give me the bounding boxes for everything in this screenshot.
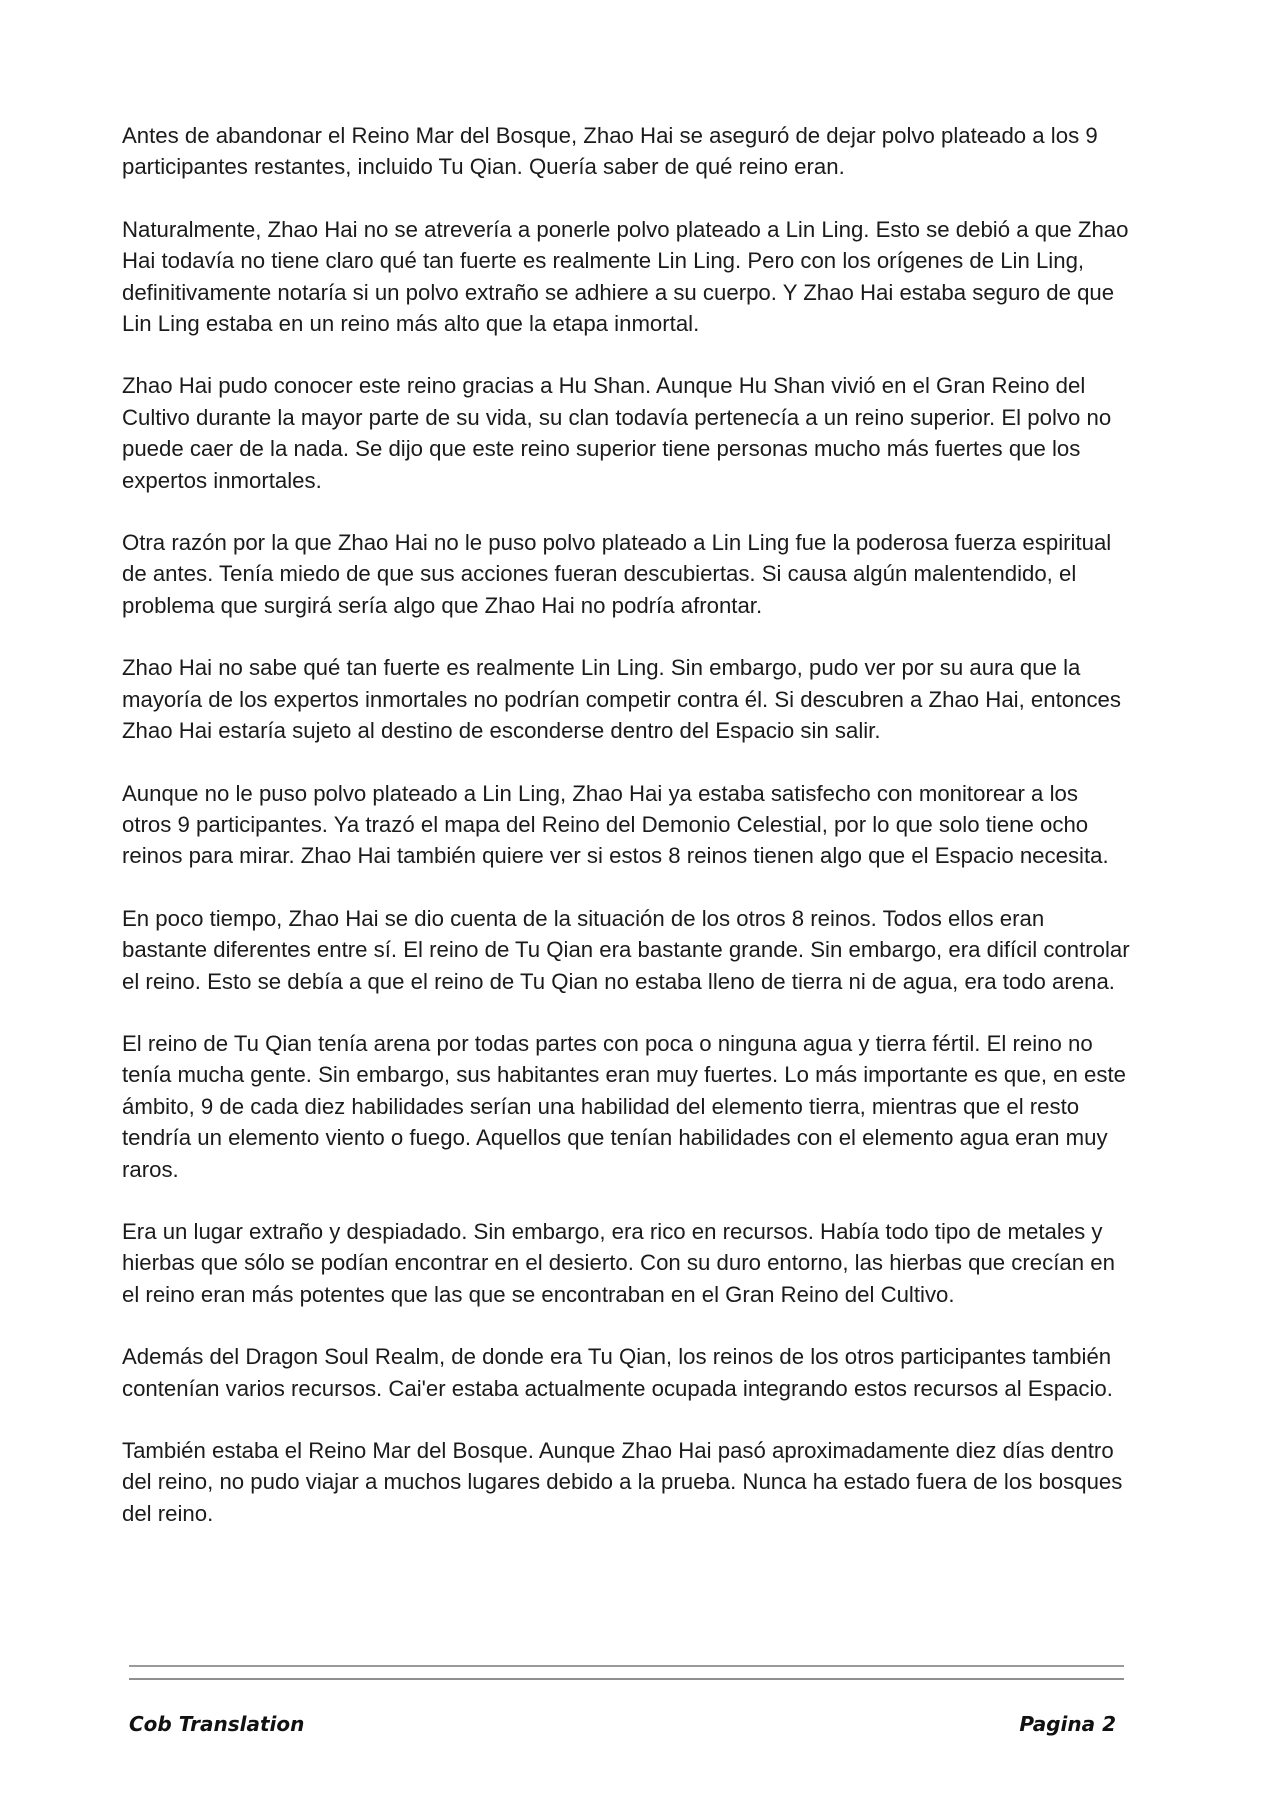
footer-translator-credit: Cob Translation: [129, 1712, 305, 1736]
paragraph: En poco tiempo, Zhao Hai se dio cuenta de la situación de los otros 8 reinos. Todos ellos eran bastante diferentes entre sí. El reino de Tu Qian era bastante grande. Sin embargo, era difícil controlar el reino. Esto se debía a que el reino de Tu Qian no estaba lleno de tierra ni de agua, era todo arena.: [122, 905, 1130, 994]
paragraph: Era un lugar extraño y despiadado. Sin embargo, era rico en recursos. Había todo tipo de metales y hierbas que sólo se podían encontrar en el desierto. Con su duro entorno, las hierbas que crecían en el reino eran más potentes que las que se encontraban en el Gran Reino del Cultivo.: [122, 1218, 1115, 1307]
paragraph: Zhao Hai pudo conocer este reino gracias a Hu Shan. Aunque Hu Shan vivió en el Gran Reino del Cultivo durante la mayor parte de su vida, su clan todavía pertenecía a un reino superior. El polvo no puede caer de la nada. Se dijo que este reino superior tiene personas mucho más fuertes que los expertos inmortales.: [122, 373, 1112, 493]
footer-divider-top: [129, 1665, 1124, 1667]
paragraph: Zhao Hai no sabe qué tan fuerte es realmente Lin Ling. Sin embargo, pudo ver por su aura que la mayoría de los expertos inmortales no podrían competir contra él. Si descubren a Zhao Hai, entonces Zhao Hai estaría sujeto al destino de esconderse dentro del Espacio sin salir.: [122, 655, 1121, 744]
document-body: [122, 120, 1132, 1560]
footer-divider-bottom: [129, 1678, 1124, 1680]
footer-page-number: Pagina 2: [1019, 1712, 1116, 1736]
paragraph: Aunque no le puso polvo plateado a Lin Ling, Zhao Hai ya estaba satisfecho con monitorear a los otros 9 participantes. Ya trazó el mapa del Reino del Demonio Celestial, por lo que solo tiene ocho reinos para mirar. Zhao Hai también quiere ver si estos 8 reinos tienen algo que el Espacio necesita.: [122, 780, 1109, 869]
paragraph: El reino de Tu Qian tenía arena por todas partes con poca o ninguna agua y tierra fértil. El reino no tenía mucha gente. Sin embargo, sus habitantes eran muy fuertes. Lo más importante es que, en este ámbito, 9 de cada diez habilidades serían una habilidad del elemento tierra, mientras que el resto tendría un elemento viento o fuego. Aquellos que tenían habilidades con el elemento agua eran muy raros.: [122, 1030, 1126, 1182]
paragraph: Naturalmente, Zhao Hai no se atrevería a ponerle polvo plateado a Lin Ling. Esto se debió a que Zhao Hai todavía no tiene claro qué tan fuerte es realmente Lin Ling. Pero con los orígenes de Lin Ling, definitivamente notaría si un polvo extraño se adhiere a su cuerpo. Y Zhao Hai estaba seguro de que Lin Ling estaba en un reino más alto que la etapa inmortal.: [122, 216, 1129, 337]
paragraph: También estaba el Reino Mar del Bosque. Aunque Zhao Hai pasó aproximadamente diez días dentro del reino, no pudo viajar a muchos lugares debido a la prueba. Nunca ha estado fuera de los bosques del reino.: [122, 1438, 1123, 1526]
paragraph: Otra razón por la que Zhao Hai no le puso polvo plateado a Lin Ling fue la poderosa fuerza espiritual de antes. Tenía miedo de que sus acciones fueran descubiertas. Si causa algún malentendido, el problema que surgirá sería algo que Zhao Hai no podría afrontar.: [122, 530, 1112, 618]
paragraph: Antes de abandonar el Reino Mar del Bosque, Zhao Hai se aseguró de dejar polvo plateado a los 9 participantes restantes, incluido Tu Qian. Quería saber de qué reino eran.: [122, 123, 1098, 180]
paragraph: Además del Dragon Soul Realm, de donde era Tu Qian, los reinos de los otros participantes también contenían varios recursos. Cai'er estaba actualmente ocupada integrando estos recursos al Espacio.: [122, 1344, 1113, 1401]
